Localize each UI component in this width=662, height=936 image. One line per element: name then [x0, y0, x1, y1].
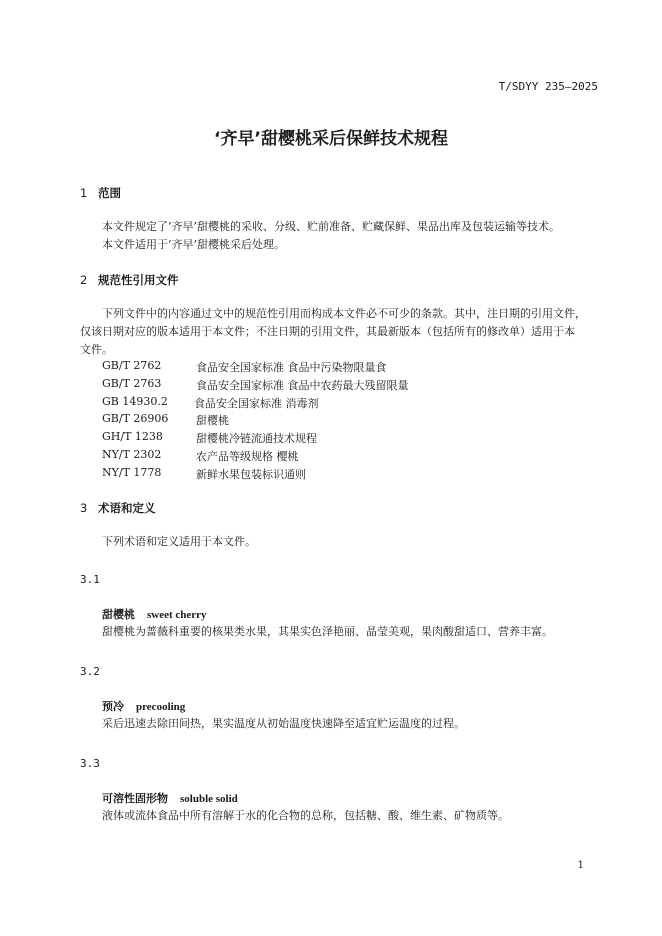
- section-3-heading: [80, 500, 156, 516]
- term-chinese: 预冷: [102, 700, 124, 713]
- normative-intro-line-3: 文件。: [80, 343, 113, 356]
- section-2-number: 2: [80, 273, 88, 287]
- clause-number: 3.1: [80, 573, 100, 586]
- scope-paragraph-1: 本文件规定了‘齐早’甜樱桃的采收、分级、贮前准备、贮藏保鲜、果品出库及包装运输等技术。: [102, 220, 560, 233]
- term-entry: [102, 698, 185, 714]
- section-3-number: 3: [80, 501, 88, 515]
- ref-title: 甜樱桃: [196, 414, 229, 427]
- normative-intro-line-1: 下列文件中的内容通过文中的规范性引用而构成本文件必不可少的条款。其中，注日期的引用文件，: [102, 307, 586, 320]
- term-definition: 液体或流体食品中所有溶解于水的化合物的总称，包括糖、酸、维生素、矿物质等。: [102, 809, 509, 822]
- normative-intro-line-2: 仅该日期对应的版本适用于本文件；不注日期的引用文件，其最新版本（包括所有的修改单）适用于本: [80, 325, 575, 338]
- document-title: ‘齐早’甜樱桃采后保鲜技术规程: [214, 129, 448, 149]
- term-definition: 甜樱桃为蔷薇科重要的核果类水果，其果实色泽艳丽、晶莹美观，果肉酸甜适口、营养丰富。: [102, 625, 553, 638]
- ref-code: GH/T 1238: [102, 430, 163, 443]
- section-1-title: 范围: [98, 186, 121, 200]
- section-2-title: 规范性引用文件: [98, 273, 179, 287]
- term-english: precooling: [136, 701, 186, 713]
- term-definition: 采后迅速去除田间热，果实温度从初始温度快速降至适宜贮运温度的过程。: [102, 717, 465, 730]
- section-1-heading: [80, 185, 121, 201]
- document-code: T/SDYY 235—2025: [498, 80, 598, 93]
- term-entry: [102, 606, 207, 622]
- clause-number: 3.3: [80, 757, 100, 770]
- term-english: soluble solid: [180, 793, 238, 805]
- ref-code: GB/T 26906: [102, 412, 169, 425]
- scope-paragraph-2: 本文件适用于‘齐早’甜樱桃采后处理。: [102, 238, 285, 251]
- ref-code: GB 14930.2: [102, 395, 168, 408]
- term-english: sweet cherry: [147, 609, 207, 621]
- ref-code: NY/T 1778: [102, 466, 162, 479]
- ref-title: 新鲜水果包装标识通则: [196, 468, 306, 481]
- ref-title: 甜樱桃冷链流通技术规程: [196, 432, 317, 445]
- clause-number: 3.2: [80, 665, 100, 678]
- terms-intro: 下列术语和定义适用于本文件。: [102, 535, 256, 548]
- ref-code: GB/T 2762: [102, 359, 162, 372]
- page-number: 1: [577, 860, 584, 871]
- section-2-heading: [80, 272, 179, 288]
- ref-title: 食品安全国家标准 食品中农药最大残留限量: [196, 379, 409, 392]
- ref-title: 农产品等级规格 樱桃: [196, 450, 299, 463]
- term-chinese: 可溶性固形物: [102, 792, 168, 805]
- term-entry: [102, 790, 238, 806]
- section-3-title: 术语和定义: [98, 501, 156, 515]
- ref-title: 食品安全国家标准 消毒剂: [194, 397, 319, 410]
- term-chinese: 甜樱桃: [102, 608, 135, 621]
- ref-title: 食品安全国家标准 食品中污染物限量食: [196, 361, 387, 374]
- ref-code: NY/T 2302: [102, 448, 162, 461]
- ref-code: GB/T 2763: [102, 377, 162, 390]
- section-1-number: 1: [80, 186, 88, 200]
